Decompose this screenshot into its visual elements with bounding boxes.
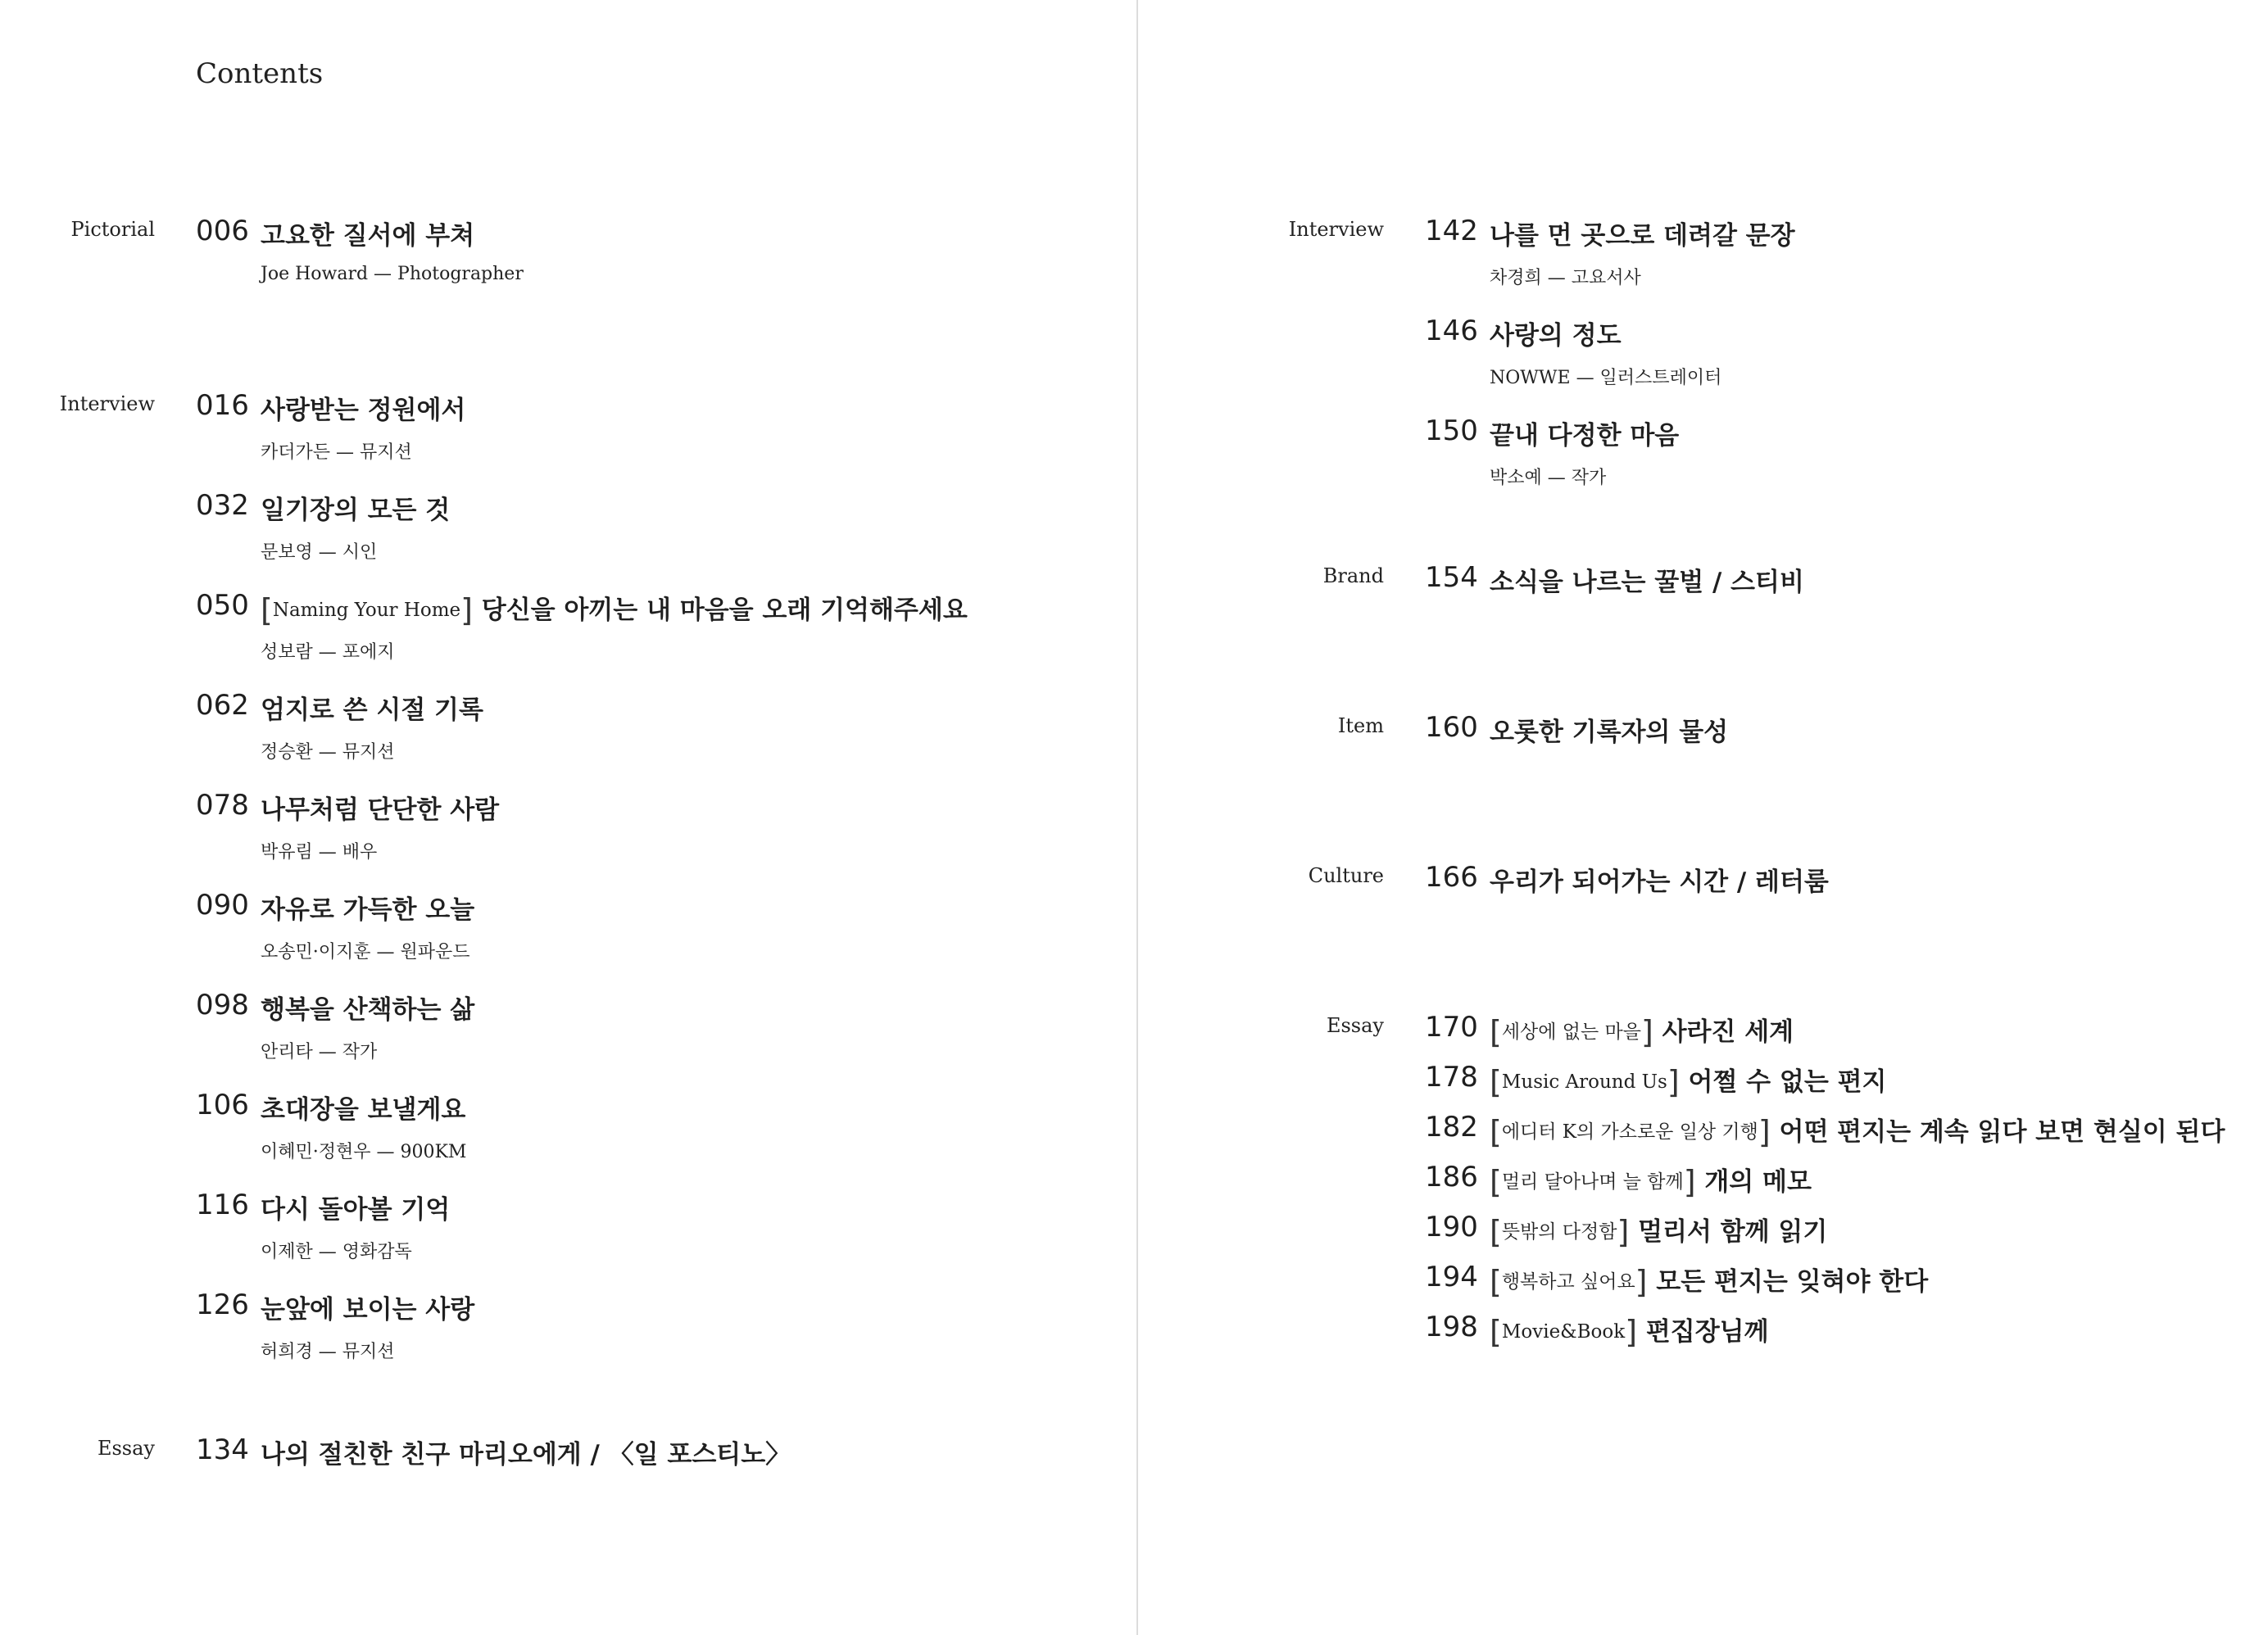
entry-tag: 뜻밖의 다정함: [1501, 1221, 1617, 1243]
entry-title: 끝내 다정한 마음: [1490, 421, 1680, 451]
section-label-interview: Interview: [1288, 218, 1384, 241]
entry-byline: 이혜민·정현우 — 900KM: [261, 1142, 467, 1162]
entry-byline: 박유림 — 배우: [261, 842, 378, 863]
page-number: 050: [196, 589, 249, 622]
bracket-open: [: [1490, 1214, 1502, 1250]
entry-title: 자유로 가득한 오늘: [261, 895, 475, 925]
entry-title: 멀리서 함께 읽기: [1638, 1217, 1828, 1247]
page-number: 170: [1425, 1011, 1478, 1044]
bracket-open: [: [1490, 1164, 1502, 1200]
page-number: 126: [196, 1289, 249, 1321]
page-number: 006: [196, 215, 249, 247]
section-label-essay: Essay: [97, 1437, 155, 1460]
entry-byline: 정승환 — 뮤지션: [261, 742, 395, 763]
entry-title: 초대장을 보낼게요: [261, 1095, 466, 1125]
entry-title: 어쩔 수 없는 편지: [1688, 1067, 1887, 1097]
entry-tag: Movie&Book: [1501, 1321, 1626, 1343]
entry-title-with-tag: [1490, 1161, 1812, 1200]
entry-byline: 안리타 — 작가: [261, 1042, 378, 1062]
page-number: 190: [1425, 1211, 1478, 1243]
bracket-close: ]: [1640, 1014, 1653, 1050]
entry-title: 우리가 되어가는 시간 / 레터룸: [1490, 867, 1829, 897]
entry-title-with-tag: [1490, 1211, 1827, 1250]
entry-title: 개의 메모: [1704, 1167, 1812, 1197]
section-label-brand: Brand: [1322, 564, 1384, 587]
entry-tag: 에디터 K의 가소로운 일상 기행: [1501, 1121, 1758, 1143]
entry-byline: 이제한 — 영화감독: [261, 1242, 412, 1262]
entry-byline: NOWWE — 일러스트레이터: [1490, 368, 1722, 388]
page-gutter: [1136, 0, 1138, 1635]
bracket-open: [: [1490, 1114, 1502, 1150]
entry-byline: 오송민·이지훈 — 원파운드: [261, 942, 470, 962]
entry-tag: Naming Your Home: [272, 600, 461, 621]
entry-title: 당신을 아끼는 내 마음을 오래 기억해주세요: [481, 596, 968, 625]
page-number: 090: [196, 889, 249, 922]
page-number: 116: [196, 1189, 249, 1221]
bracket-open: [: [1490, 1014, 1502, 1050]
page-number: 062: [196, 689, 249, 722]
section-label-pictorial: Pictorial: [70, 218, 155, 241]
right-page: [1139, 0, 2268, 1635]
bracket-open: [: [261, 592, 273, 628]
page-number: 186: [1425, 1161, 1478, 1193]
page-number: 078: [196, 789, 249, 822]
section-label-item: Item: [1337, 714, 1384, 737]
contents-heading: Contents: [196, 57, 324, 90]
page-number: 106: [196, 1089, 249, 1121]
entry-title: 나의 절친한 친구 마리오에게 / 〈일 포스티노〉: [261, 1440, 792, 1470]
entry-title-with-tag: [1490, 1111, 2225, 1150]
entry-byline: Joe Howard — Photographer: [261, 264, 524, 284]
bracket-close: ]: [1683, 1164, 1696, 1200]
page-number: 182: [1425, 1111, 1478, 1144]
entry-byline: 카더가든 — 뮤지션: [261, 442, 412, 463]
entry-title: 모든 편지는 잊혀야 한다: [1656, 1267, 1929, 1297]
page-number: 154: [1425, 561, 1478, 594]
entry-title-with-tag: [1490, 1011, 1794, 1050]
entry-title-with-tag: [1490, 1311, 1769, 1350]
page-number: 150: [1425, 414, 1478, 447]
entry-tag: 세상에 없는 마을: [1501, 1021, 1641, 1043]
page-number: 146: [1425, 315, 1478, 347]
entry-title: 눈앞에 보이는 사랑: [261, 1295, 475, 1325]
page-number: 142: [1425, 215, 1478, 247]
bracket-close: ]: [1617, 1214, 1630, 1250]
entry-title-with-tag: [1490, 1261, 1928, 1300]
entry-byline: 허희경 — 뮤지션: [261, 1342, 395, 1362]
page-number: 166: [1425, 861, 1478, 894]
page-number: 134: [196, 1433, 249, 1466]
entry-title: 고요한 질서에 부쳐: [261, 221, 475, 251]
entry-byline: 문보영 — 시인: [261, 542, 378, 563]
bracket-close: ]: [1667, 1064, 1680, 1100]
entry-tag: 행복하고 싶어요: [1501, 1271, 1635, 1293]
entry-title: 엄지로 쓴 시절 기록: [261, 695, 483, 725]
entry-title: 일기장의 모든 것: [261, 496, 451, 525]
bracket-close: ]: [460, 592, 473, 628]
bracket-open: [: [1490, 1064, 1502, 1100]
page-number: 178: [1425, 1061, 1478, 1094]
section-label-culture: Culture: [1308, 864, 1384, 887]
entry-title-with-tag: [1490, 1061, 1886, 1100]
entry-title: 행복을 산책하는 삶: [261, 995, 475, 1025]
entry-title: 나를 먼 곳으로 데려갈 문장: [1490, 221, 1795, 251]
entry-title: 소식을 나르는 꿀벌 / 스티비: [1490, 568, 1804, 597]
entry-byline: 박소예 — 작가: [1490, 468, 1607, 488]
section-label-essay: Essay: [1326, 1014, 1384, 1037]
entry-title: 사라진 세계: [1662, 1017, 1794, 1047]
bracket-open: [: [1490, 1314, 1502, 1350]
entry-byline: 차경희 — 고요서사: [1490, 268, 1641, 288]
entry-tag: Music Around Us: [1501, 1071, 1667, 1093]
section-label-interview: Interview: [59, 392, 155, 415]
entry-title-with-tag: [261, 589, 968, 628]
entry-byline: 성보람 — 포에지: [261, 642, 395, 663]
entry-tag: 멀리 달아나며 늘 함께: [1501, 1171, 1684, 1193]
entry-title: 오롯한 기록자의 물성: [1490, 718, 1729, 747]
page-number: 032: [196, 489, 249, 522]
bracket-close: ]: [1758, 1114, 1771, 1150]
entry-title: 어떤 편지는 계속 읽다 보면 현실이 된다: [1779, 1117, 2225, 1147]
entry-title: 나무처럼 단단한 사람: [261, 795, 500, 825]
bracket-close: ]: [1625, 1314, 1638, 1350]
entry-title: 사랑받는 정원에서: [261, 396, 466, 425]
page-number: 194: [1425, 1261, 1478, 1293]
bracket-open: [: [1490, 1264, 1502, 1300]
entry-title: 다시 돌아볼 기억: [261, 1195, 451, 1225]
entry-title: 편집장님께: [1645, 1317, 1769, 1347]
page-number: 198: [1425, 1311, 1478, 1343]
entry-title: 사랑의 정도: [1490, 321, 1622, 351]
page-number: 160: [1425, 711, 1478, 744]
page-number: 016: [196, 389, 249, 422]
bracket-close: ]: [1635, 1264, 1648, 1300]
page-number: 098: [196, 989, 249, 1021]
